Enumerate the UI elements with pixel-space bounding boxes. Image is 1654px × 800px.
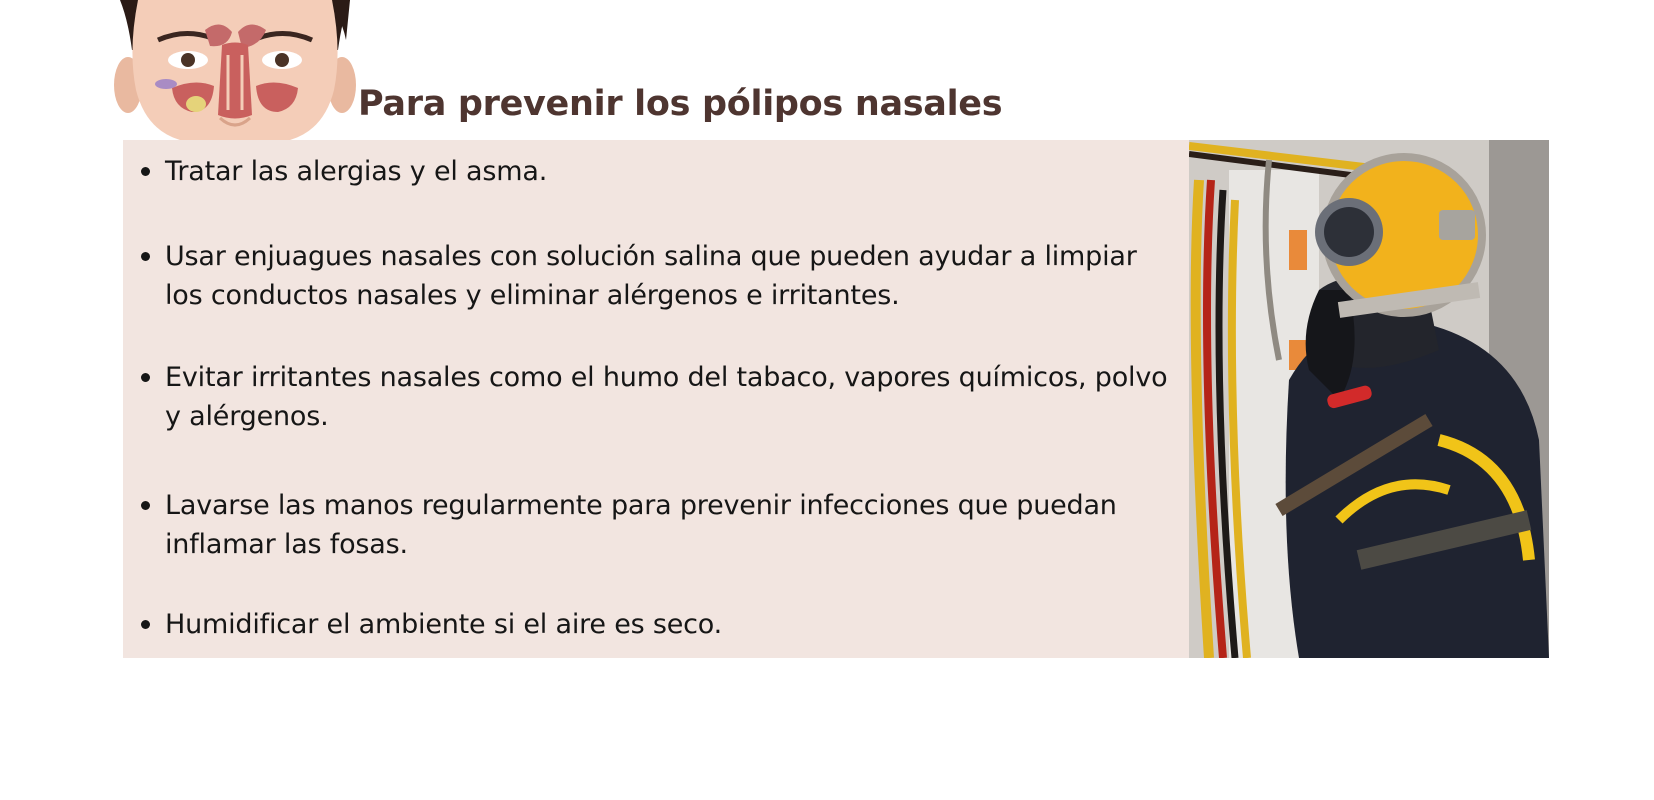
bullet-icon <box>141 167 150 176</box>
bullet-icon <box>141 501 150 510</box>
list-item-text: Evitar irritantes nasales como el humo del tabaco, vapores químicos, polvo y alérgenos. <box>165 362 1168 432</box>
list-item-text: Humidificar el ambiente si el aire es seco. <box>165 609 723 640</box>
list-item-text: Lavarse las manos regularmente para prevenir infecciones que puedan inflamar las fosas. <box>165 490 1117 560</box>
diver-photo <box>1189 140 1549 658</box>
list-item-text: Usar enjuagues nasales con solución salina que pueden ayudar a limpiar los conductos nasales y eliminar alérgenos e irritantes. <box>165 241 1137 311</box>
bullet-icon <box>141 373 150 382</box>
bullet-list-panel <box>123 140 1189 658</box>
bullet-icon <box>141 252 150 261</box>
bullet-icon <box>141 620 150 629</box>
page-title: Para prevenir los pólipos nasales <box>358 84 1003 124</box>
list-item-text: Tratar las alergias y el asma. <box>165 156 548 187</box>
nasal-sinus-illustration <box>110 0 360 140</box>
